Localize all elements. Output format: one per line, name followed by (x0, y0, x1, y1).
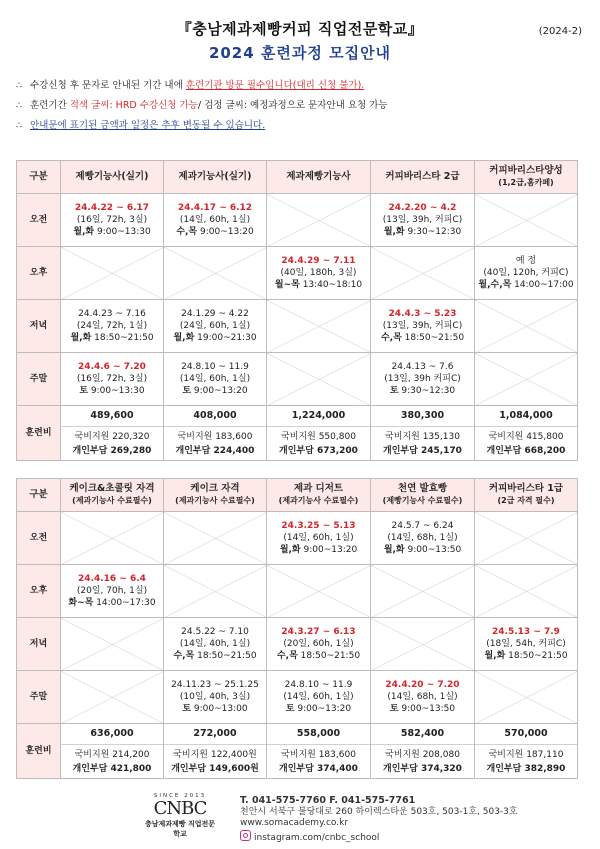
fee-total: 1,084,000 (475, 406, 577, 427)
corner-label: 구분 (17, 161, 61, 194)
course-header (61, 479, 164, 512)
empty-cell (267, 300, 371, 353)
table-header-row (17, 161, 578, 194)
session-cell (267, 512, 371, 565)
session-time-line (267, 650, 370, 662)
session-dates: 24.4.17 ~ 6.12 (177, 203, 253, 213)
fee-total: 380,300 (371, 406, 474, 427)
fee-government-support: 국비지원 135,130 (385, 432, 460, 442)
notice-text: 수강신청 후 문자로 안내된 기간 내에 (30, 80, 186, 91)
page-title: 『충남제과제빵커피 직업전문학교』 (176, 20, 424, 38)
session-row (17, 247, 578, 300)
instagram-handle: instagram.com/cnbc_school (254, 832, 380, 843)
session-info: (13일, 39h, 커피C) (382, 215, 463, 225)
fee-total: 272,000 (164, 724, 266, 745)
session-time: 9:00~13:20 (197, 227, 254, 237)
session-label: 오후 (17, 565, 61, 618)
fee-personal-share: 개인부담 382,890 (486, 764, 566, 774)
session-info: (10일, 40h, 3실) (179, 692, 251, 702)
session-time-line (371, 544, 474, 556)
session-row (17, 353, 578, 406)
session-time-line (164, 385, 266, 397)
fee-total: 558,000 (267, 724, 370, 745)
session-time-line (164, 332, 266, 344)
session-cell (164, 194, 267, 247)
empty-cell (475, 512, 578, 565)
session-cell (371, 194, 475, 247)
session-days: 수,목 (276, 651, 298, 661)
empty-cell (371, 565, 475, 618)
session-time: 9:00~13:30 (88, 386, 145, 396)
session-time: 9:00~13:20 (300, 545, 358, 555)
session-label: 주말 (17, 353, 61, 406)
notice-text: 적색 글씨: HRD 수강신청 가능 (69, 100, 198, 111)
course-requirement: (제과기능사 수료필수) (278, 496, 359, 505)
session-dates: 24.3.25 ~ 5.13 (281, 521, 356, 531)
session-row (17, 300, 578, 353)
empty-cell (475, 300, 578, 353)
session-days: 토 (79, 386, 89, 396)
session-days: 월,화 (383, 545, 405, 555)
session-time-line (61, 226, 163, 238)
session-row (17, 194, 578, 247)
session-dates: 24.5.13 ~ 7.9 (492, 627, 560, 637)
fee-personal-share: 개인부담 269,280 (72, 446, 152, 456)
course-name: 제과기능사(실기) (178, 171, 252, 182)
empty-cell (267, 194, 371, 247)
empty-cell (61, 512, 164, 565)
session-days: 월,화 (73, 227, 95, 237)
empty-cell (371, 247, 475, 300)
session-cell (267, 618, 371, 671)
session-time-line (61, 385, 163, 397)
page-subtitle: 2024 훈련과정 모집안내 (208, 44, 392, 62)
course-header (371, 479, 475, 512)
notice-item (16, 116, 586, 136)
session-label: 오전 (17, 194, 61, 247)
session-label: 주말 (17, 671, 61, 724)
session-label: 저녁 (17, 618, 61, 671)
fee-total: 636,000 (61, 724, 163, 745)
session-time-line (164, 703, 266, 715)
session-time-line (61, 597, 163, 609)
session-row (17, 565, 578, 618)
session-dates: 24.4.20 ~ 7.20 (385, 680, 460, 690)
fee-personal-share: 개인부담 224,400 (175, 446, 255, 456)
empty-cell (164, 247, 267, 300)
notice-text: 안내문에 표기된 금액과 일정은 추후 변동될 수 있습니다. (30, 120, 266, 131)
notice-text: 훈련기관 방문 필수입니다(대리 신청 불가). (185, 80, 365, 91)
course-requirement: (제과기능사 수료필수) (72, 496, 152, 505)
session-days: 월,화 (383, 227, 405, 237)
session-time-line (267, 703, 370, 715)
course-name: 케이크&초콜릿 자격 (69, 483, 155, 494)
bullet-triangle-icon: ∴ (16, 121, 22, 131)
session-time: 18:50~21:50 (91, 333, 154, 343)
session-days: 토 (389, 386, 399, 396)
session-time: 9:30~12:30 (404, 227, 462, 237)
session-cell (475, 618, 578, 671)
fee-government-support: 국비지원 183,600 (281, 750, 356, 760)
session-row (17, 618, 578, 671)
logo-school-name: 충남제과제빵 직업전문학교 (144, 820, 216, 838)
session-dates: 24.5.22 ~ 7.10 (181, 627, 249, 637)
session-dates: 24.2.20 ~ 4.2 (388, 203, 457, 213)
notice-text: 훈련기간 (30, 100, 70, 111)
session-time: 9:00~13:00 (191, 704, 248, 714)
session-cell (164, 671, 267, 724)
course-requirement: (1,2급,홈카페) (498, 178, 554, 187)
session-cell (371, 353, 475, 406)
fee-cell (267, 724, 371, 779)
session-time: 14:00~17:30 (93, 598, 156, 608)
fee-total: 408,000 (164, 406, 266, 427)
course-name: 케이크 자격 (190, 483, 240, 494)
session-time: 18:50~21:50 (297, 651, 361, 661)
session-time: 18:50~21:50 (194, 651, 257, 661)
session-info: (16일, 72h, 3실) (76, 215, 148, 225)
course-name: 제과제빵기능사 (286, 171, 351, 182)
session-label: 오후 (17, 247, 61, 300)
session-info: (20일, 70h, 1실) (76, 586, 148, 596)
session-days: 월,화 (173, 333, 195, 343)
notice-item (16, 76, 586, 96)
session-time: 9:00~13:20 (191, 386, 248, 396)
session-days: 수,목 (380, 333, 402, 343)
session-cell (267, 247, 371, 300)
fee-row (17, 406, 578, 461)
fee-personal-share: 개인부담 245,170 (383, 446, 462, 456)
course-name: 제과 디저트 (293, 483, 344, 494)
session-dates: 24.1.29 ~ 4.22 (181, 309, 249, 319)
empty-cell (61, 618, 164, 671)
session-info: (14일, 60h, 1실) (179, 215, 251, 225)
course-requirement: (2급 자격 필수) (497, 496, 555, 505)
fee-total: 1,224,000 (267, 406, 370, 427)
session-time-line (164, 650, 266, 662)
session-cell (61, 194, 164, 247)
session-dates: 24.4.23 ~ 7.16 (78, 309, 146, 319)
fee-cell (371, 406, 475, 461)
session-info: (24일, 60h, 1실) (179, 321, 251, 331)
fee-government-support: 국비지원 220,320 (74, 432, 150, 442)
instagram-icon (240, 830, 251, 841)
session-time-line (371, 385, 474, 397)
fee-total: 489,600 (61, 406, 163, 427)
session-days: 월~목 (274, 280, 300, 290)
session-dates: 24.4.13 ~ 7.6 (391, 362, 454, 372)
empty-cell (267, 353, 371, 406)
course-name: 커피바리스타양성 (489, 165, 563, 176)
phone-fax: T. 041-575-7760 F. 041-575-7761 (240, 795, 416, 806)
session-dates: 24.4.3 ~ 5.23 (388, 309, 457, 319)
course-name: 천연 발효빵 (397, 483, 448, 494)
session-info: (16일, 72h, 3실) (76, 374, 148, 384)
session-cell (371, 512, 475, 565)
instagram-link[interactable] (240, 830, 518, 845)
fee-government-support: 국비지원 183,600 (177, 432, 253, 442)
course-header (475, 161, 578, 194)
session-cell (267, 671, 371, 724)
session-info: (14일, 68h, 1실) (387, 692, 458, 702)
session-info: (14일, 60h, 1실) (179, 374, 251, 384)
fee-label: 훈련비 (17, 724, 61, 779)
fee-cell (371, 724, 475, 779)
logo-since: SINCE 2013 (153, 793, 207, 799)
bullet-triangle-icon: ∴ (16, 101, 22, 111)
session-info: (18일, 54h, 커피C) (486, 639, 566, 649)
fee-personal-share: 개인부담 374,400 (279, 764, 358, 774)
empty-cell (475, 353, 578, 406)
session-time-line (61, 332, 163, 344)
footer (0, 793, 600, 849)
session-days: 토 (182, 704, 192, 714)
fee-cell (267, 406, 371, 461)
session-days: 월,화 (70, 333, 92, 343)
course-name: 커피바리스타 1급 (488, 483, 564, 494)
fee-cell (164, 724, 267, 779)
fee-label: 훈련비 (17, 406, 61, 461)
session-days: 토 (182, 386, 192, 396)
course-name: 제빵기능사(실기) (75, 171, 149, 182)
session-days: 수,목 (173, 651, 195, 661)
session-time: 9:30~12:30 (398, 386, 456, 396)
session-label: 저녁 (17, 300, 61, 353)
schedule-table-1 (16, 160, 578, 461)
session-row (17, 512, 578, 565)
schedule-table-2 (16, 478, 578, 779)
notice-text: / 검정 글씨: 예정과정으로 문자안내 요청 가능 (197, 100, 388, 111)
session-time: 19:00~21:30 (194, 333, 257, 343)
session-info: (14일, 68h, 1실) (387, 533, 458, 543)
session-info: (20일, 60h, 1실) (283, 639, 354, 649)
session-time: 9:00~13:20 (294, 704, 352, 714)
fee-cell (164, 406, 267, 461)
session-cell (371, 300, 475, 353)
session-days: 토 (285, 704, 295, 714)
session-dates: 24.4.6 ~ 7.20 (78, 362, 146, 372)
session-time: 18:50~21:50 (505, 651, 568, 661)
session-dates: 24.5.7 ~ 6.24 (391, 521, 454, 531)
notice-item (16, 96, 586, 116)
session-days: 토 (389, 704, 399, 714)
session-info: (24일, 72h, 1실) (76, 321, 148, 331)
notice-list (16, 76, 586, 136)
session-time: 9:00~13:30 (94, 227, 151, 237)
session-dates: 예 정 (515, 256, 537, 266)
empty-cell (475, 671, 578, 724)
course-requirement: (제빵기능사 수료필수) (382, 496, 463, 505)
empty-cell (475, 194, 578, 247)
session-days: 수,목 (176, 227, 198, 237)
session-days: 월,화 (484, 651, 506, 661)
course-header (61, 161, 164, 194)
session-days: 월,수,목 (478, 280, 512, 290)
session-time: 14:00~17:00 (511, 280, 574, 290)
session-dates: 24.8.10 ~ 11.9 (284, 680, 353, 690)
fee-cell (475, 406, 578, 461)
fee-government-support: 국비지원 214,200 (74, 750, 150, 760)
empty-cell (164, 565, 267, 618)
session-info: (13일, 39h 커피C) (384, 374, 461, 384)
address: 천안시 서북구 불당대로 260 하이렉스타운 503호, 503-1호, 503-3호 (240, 806, 518, 817)
session-info: (14일, 40h, 1실) (179, 639, 251, 649)
session-cell (61, 300, 164, 353)
empty-cell (61, 671, 164, 724)
session-dates: 24.11.23 ~ 25.1.25 (171, 680, 259, 690)
session-info: (14일, 60h, 1실) (283, 533, 354, 543)
course-header (475, 479, 578, 512)
session-cell (164, 300, 267, 353)
session-label: 오전 (17, 512, 61, 565)
session-time: 18:50~21:50 (401, 333, 465, 343)
logo-mark: CNBC (153, 798, 207, 819)
session-time-line (267, 279, 370, 291)
session-cell (61, 353, 164, 406)
session-cell (371, 671, 475, 724)
session-time-line (267, 544, 370, 556)
empty-cell (164, 512, 267, 565)
session-time-line (371, 226, 474, 238)
session-time-line (475, 650, 577, 662)
fee-personal-share: 개인부담 421,800 (72, 764, 152, 774)
session-cell (475, 247, 578, 300)
session-days: 월,화 (279, 545, 301, 555)
session-info: (40일, 120h, 커피C) (483, 268, 569, 278)
fee-row (17, 724, 578, 779)
session-dates: 24.4.22 ~ 6.17 (74, 203, 150, 213)
session-time-line (371, 332, 474, 344)
table-header-row (17, 479, 578, 512)
fee-personal-share: 개인부담 374,320 (383, 764, 462, 774)
session-time-line (164, 226, 266, 238)
fee-cell (61, 724, 164, 779)
empty-cell (61, 247, 164, 300)
fee-cell (61, 406, 164, 461)
session-info: (13일, 39h, 커피C) (382, 321, 463, 331)
session-time-line (371, 703, 474, 715)
fee-government-support: 국비지원 187,110 (488, 750, 564, 760)
course-header (267, 479, 371, 512)
edition-label: (2024-2) (538, 26, 582, 37)
bullet-triangle-icon: ∴ (16, 81, 22, 91)
empty-cell (371, 618, 475, 671)
session-dates: 24.4.29 ~ 7.11 (281, 256, 356, 266)
corner-label: 구분 (17, 479, 61, 512)
fee-total: 582,400 (371, 724, 474, 745)
fee-personal-share: 개인부담 673,200 (279, 446, 358, 456)
session-cell (164, 353, 267, 406)
session-time: 13:40~18:10 (299, 280, 363, 290)
course-header (267, 161, 371, 194)
fee-personal-share: 개인부담 668,200 (486, 446, 566, 456)
empty-cell (267, 565, 371, 618)
fee-government-support: 국비지원 550,800 (281, 432, 356, 442)
website-link[interactable]: www.somacademy.co.kr (240, 818, 349, 828)
fee-government-support: 국비지원 415,800 (488, 432, 564, 442)
course-name: 커피바리스타 2급 (385, 171, 460, 182)
contact-info (240, 795, 518, 844)
session-dates: 24.3.27 ~ 6.13 (281, 627, 356, 637)
session-time: 9:00~13:50 (404, 545, 462, 555)
session-info: (14일, 60h, 1실) (283, 692, 354, 702)
header (0, 18, 600, 63)
session-time-line (475, 279, 577, 291)
fee-government-support: 국비지원 208,080 (385, 750, 460, 760)
session-cell (164, 618, 267, 671)
course-header (164, 161, 267, 194)
session-time: 9:00~13:50 (398, 704, 456, 714)
fee-government-support: 국비지원 122,400원 (173, 750, 257, 760)
course-header (371, 161, 475, 194)
session-info: (40일, 180h, 3실) (280, 268, 357, 278)
session-dates: 24.4.16 ~ 6.4 (78, 574, 146, 584)
session-cell (61, 565, 164, 618)
empty-cell (475, 565, 578, 618)
course-header (164, 479, 267, 512)
session-row (17, 671, 578, 724)
fee-total: 570,000 (475, 724, 577, 745)
session-days: 화~목 (68, 598, 94, 608)
session-dates: 24.8.10 ~ 11.9 (181, 362, 249, 372)
school-logo (144, 793, 216, 839)
fee-personal-share: 개인부담 149,600원 (171, 764, 259, 774)
fee-cell (475, 724, 578, 779)
course-requirement: (제과기능사 수료필수) (175, 496, 255, 505)
